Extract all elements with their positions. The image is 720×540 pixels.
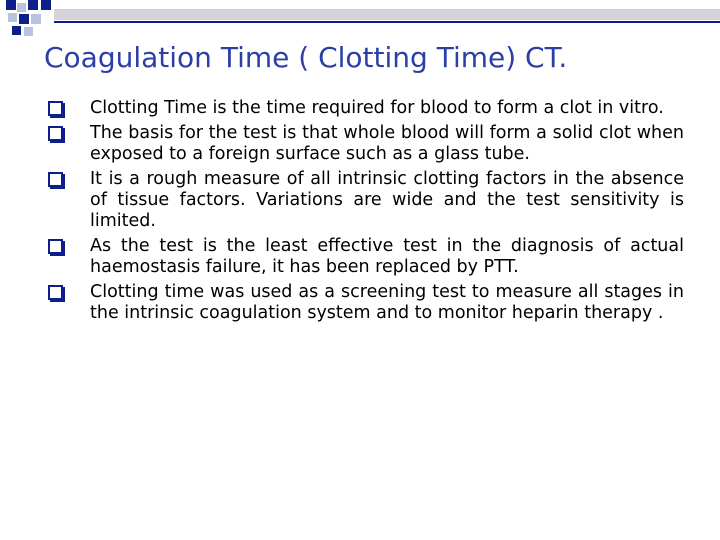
corner-square [17, 3, 26, 12]
bullet-text: The basis for the test is that whole blood will form a solid clot when exposed to a foreign surface such as a glass tube. [90, 123, 684, 164]
corner-square [6, 0, 16, 10]
corner-square [28, 0, 38, 10]
hollow-square-bullet-icon [48, 126, 63, 141]
bullet-item [46, 123, 684, 165]
bullet-text: As the test is the least effective test in the diagnosis of actual haemostasis failure, it has been replaced by PTT. [90, 236, 684, 277]
bullet-item [46, 282, 684, 324]
corner-square [8, 13, 17, 22]
header-rule-gray [54, 9, 720, 20]
hollow-square-bullet-icon [48, 239, 63, 254]
corner-square [19, 14, 29, 24]
hollow-square-bullet-icon [48, 172, 63, 187]
slide-title: Coagulation Time ( Clotting Time) CT. [44, 41, 568, 74]
corner-square [31, 14, 41, 24]
corner-square [41, 0, 51, 10]
corner-square [24, 27, 33, 36]
hollow-square-bullet-icon [48, 101, 63, 116]
bullet-text: It is a rough measure of all intrinsic clotting factors in the absence of tissue factors. Variations are wide and the test sensitivity is limited. [90, 169, 684, 231]
hollow-square-bullet-icon [48, 285, 63, 300]
bullet-item [46, 169, 684, 232]
corner-square [12, 26, 21, 35]
header-rule-navy [54, 21, 720, 23]
bullet-list [46, 98, 684, 328]
bullet-item [46, 98, 684, 119]
bullet-text: Clotting Time is the time required for blood to form a clot in vitro. [90, 98, 664, 118]
bullet-text: Clotting time was used as a screening test to measure all stages in the intrinsic coagulation system and to monitor heparin therapy . [90, 282, 684, 323]
bullet-item [46, 236, 684, 278]
